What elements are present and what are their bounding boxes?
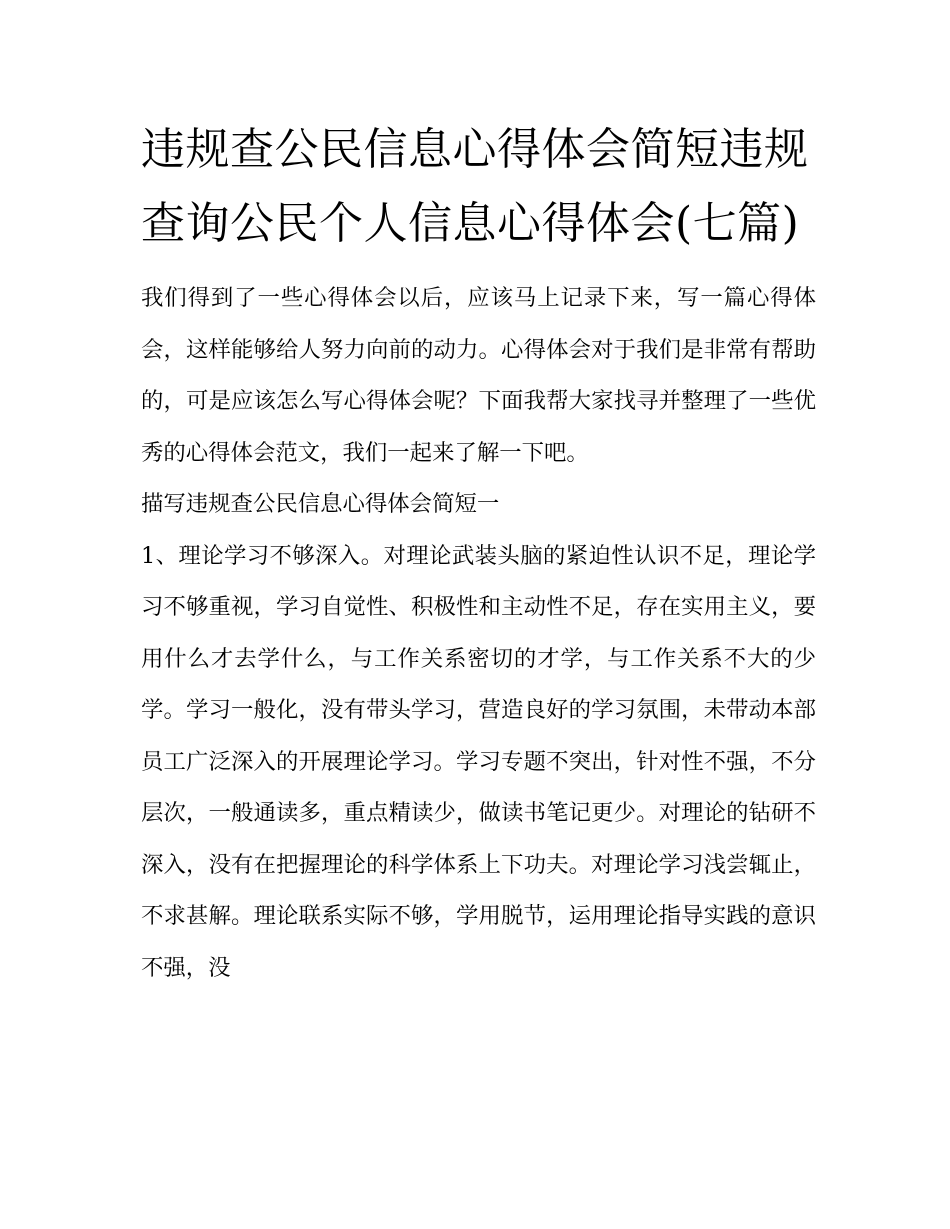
document-title: 违规查公民信息心得体会简短违规查询公民个人信息心得体会(七篇)	[141, 124, 809, 249]
intro-paragraph: 我们得到了一些心得体会以后，应该马上记录下来，写一篇心得体会，这样能够给人努力向前的动力。心得体会对于我们是非常有帮助的，可是应该怎么写心得体会呢？下面我帮大家找寻并整理了一些优秀的心得体会范文，我们一起来了解一下吧。	[141, 285, 816, 466]
document-content	[141, 113, 816, 994]
section-heading: 描写违规查公民信息心得体会简短一	[141, 491, 500, 517]
section-body-paragraph: 1、理论学习不够深入。对理论武装头脑的紧迫性认识不足，理论学习不够重视，学习自觉性、积极性和主动性不足，存在实用主义，要用什么才去学什么，与工作关系密切的才学，与工作关系不大的少学。学习一般化，没有带头学习，营造良好的学习氛围，未带动本部员工广泛深入的开展理论学习。学习专题不突出，针对性不强，不分层次，一般通读多，重点精读少，做读书笔记更少。对理论的钻研不深入，没有在把握理论的科学体系上下功夫。对理论学习浅尝辄止，不求甚解。理论联系实际不够，学用脱节，运用理论指导实践的意识不强，没	[141, 542, 816, 981]
